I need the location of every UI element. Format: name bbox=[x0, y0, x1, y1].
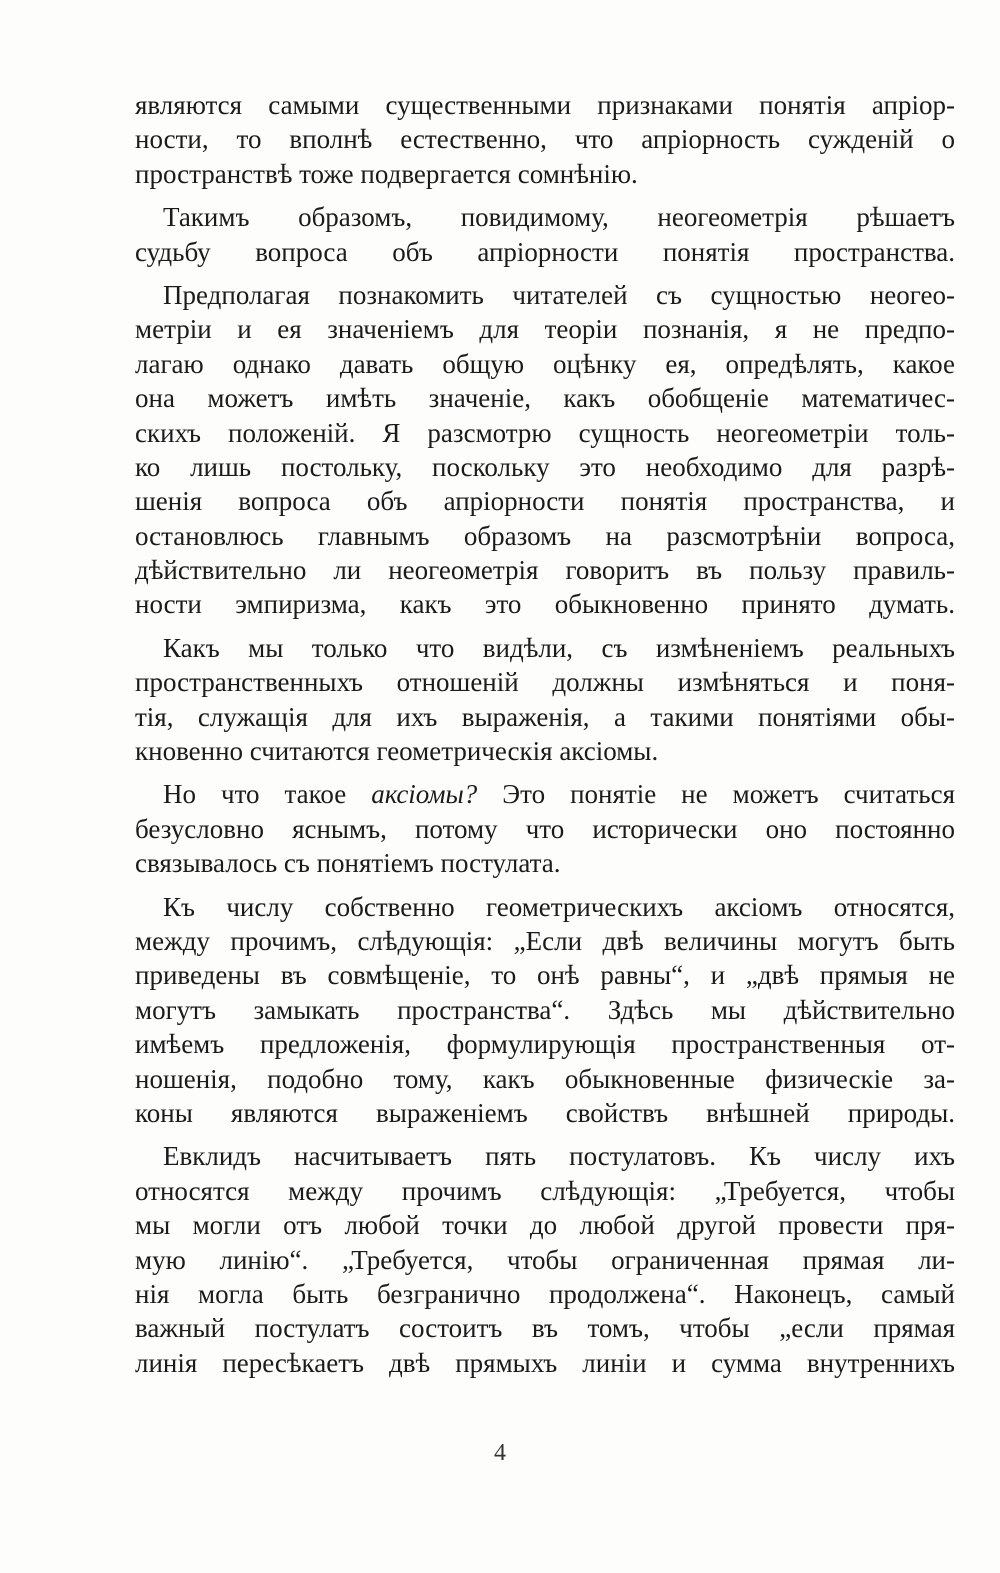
text-line: Къ числу собственно геометрическихъ аксіомъ относятся, bbox=[163, 891, 955, 922]
text-line: Предполагая познакомить читателей съ сущностью неогео- bbox=[163, 279, 955, 310]
paragraph-1 bbox=[135, 88, 955, 191]
text-line: имѣемъ предложенія, формулирующія пространственныя от- bbox=[135, 1029, 955, 1060]
text-line: она можетъ имѣть значеніе, какъ обобщеніе математичес- bbox=[135, 383, 955, 414]
text-line: пространствѣ тоже подвергается сомнѣнію. bbox=[135, 158, 638, 189]
text-line: лагаю однако давать общую оцѣнку ея, опредѣлять, какое bbox=[135, 348, 955, 379]
text-line: судьбу вопроса объ апріорности понятія пространства. bbox=[135, 236, 955, 267]
paragraph-4 bbox=[135, 631, 955, 769]
text-line: между прочимъ, слѣдующія: „Если двѣ величины могутъ быть bbox=[135, 925, 955, 956]
text-line: ности эмпиризма, какъ это обыкновенно принято думать. bbox=[135, 589, 955, 620]
text-line: Евклидъ насчитываетъ пять постулатовъ. Къ числу ихъ bbox=[163, 1141, 955, 1172]
text-line: тія, служащія для ихъ выраженія, а такими понятіями обы- bbox=[135, 701, 955, 732]
text-line: ко лишь постольку, поскольку это необходимо для разрѣ- bbox=[135, 451, 955, 482]
italic-term: аксіомы? bbox=[371, 779, 478, 810]
text-fragment: Это понятіе не можетъ считаться bbox=[477, 779, 955, 810]
text-line: являются самыми существенными признаками понятія апріор- bbox=[135, 90, 955, 120]
text-line: остановлюсь главнымъ образомъ на разсмотрѣніи вопроса, bbox=[135, 520, 955, 551]
text-line: кновенно считаются геометрическія аксіомы. bbox=[135, 736, 659, 767]
text-line: коны являются выраженіемъ свойствъ внѣшней природы. bbox=[135, 1097, 955, 1128]
text-line: Какъ мы только что видѣли, съ измѣненіемъ реальныхъ bbox=[163, 632, 955, 663]
text-line: ности, то вполнѣ естественно, что апріорность сужденій о bbox=[135, 124, 955, 155]
body-text bbox=[135, 88, 955, 1380]
text-line: дѣйствительно ли неогеометрія говоритъ въ пользу правиль- bbox=[135, 555, 955, 586]
text-line: могутъ замыкать пространства“. Здѣсь мы дѣйствительно bbox=[135, 994, 955, 1025]
text-line: линія пересѣкаетъ двѣ прямыхъ линіи и сумма внутреннихъ bbox=[135, 1347, 955, 1378]
text-fragment: Но что такое bbox=[163, 779, 372, 810]
text-line: безусловно яснымъ, потому что исторически оно постоянно bbox=[135, 813, 955, 844]
paragraph-6 bbox=[135, 890, 955, 1131]
page-number: 4 bbox=[494, 1440, 506, 1466]
text-line: ношенія, подобно тому, какъ обыкновенные физическіе за- bbox=[135, 1063, 955, 1094]
text-line: метріи и ея значеніемъ для теоріи познанія, я не предпо- bbox=[135, 314, 955, 345]
paragraph-5 bbox=[135, 777, 955, 880]
text-line: относятся между прочимъ слѣдующія: „Требуется, чтобы bbox=[135, 1175, 955, 1206]
paragraph-7 bbox=[135, 1139, 955, 1380]
text-line: пространственныхъ отношеній должны измѣняться и поня- bbox=[135, 667, 955, 698]
text-line: важный постулатъ состоитъ въ томъ, чтобы „если прямая bbox=[135, 1313, 955, 1344]
text-line: шенія вопроса объ апріорности понятія пространства, и bbox=[135, 486, 955, 517]
text-line: приведены въ совмѣщеніе, то онѣ равны“, и „двѣ прямыя не bbox=[135, 960, 955, 991]
paragraph-2 bbox=[135, 200, 955, 269]
text-line bbox=[135, 777, 955, 811]
text-line: мы могли отъ любой точки до любой другой провести пря- bbox=[135, 1210, 955, 1241]
text-line: скихъ положеній. Я разсмотрю сущность неогеометріи толь- bbox=[135, 417, 955, 448]
text-line: Такимъ образомъ, повидимому, неогеометрія рѣшаетъ bbox=[163, 202, 955, 233]
text-line: связывалось съ понятіемъ постулата. bbox=[135, 848, 561, 879]
text-line: мую линію“. „Требуется, чтобы ограниченная прямая ли- bbox=[135, 1244, 955, 1275]
paragraph-3 bbox=[135, 278, 955, 622]
text-line: нія могла быть безгранично продолжена“. Наконецъ, самый bbox=[135, 1278, 955, 1309]
